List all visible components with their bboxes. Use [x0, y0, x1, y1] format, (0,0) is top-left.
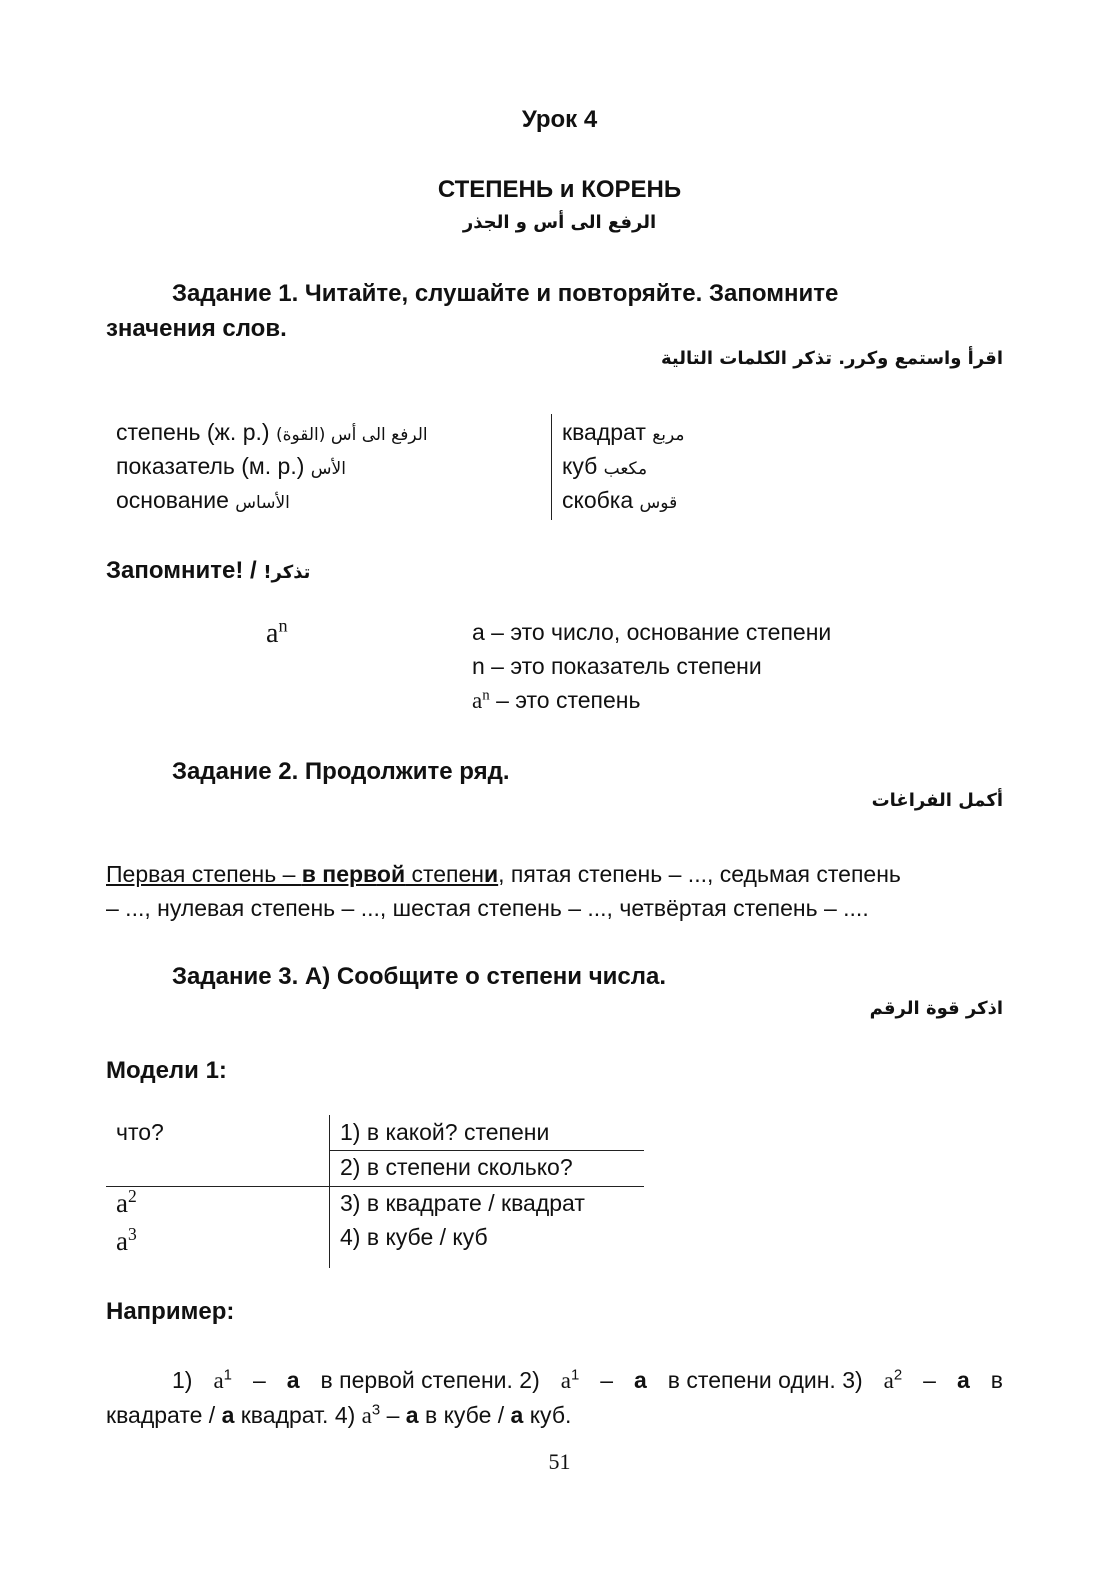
- remember-label: Запомните! / تذكر!: [106, 557, 311, 584]
- table-row-divider: [329, 1150, 644, 1151]
- vocab-item: куб مكعب: [562, 453, 648, 479]
- task3-label: Задание 3. А) Сообщите о степени числа.: [172, 963, 666, 990]
- vocab-divider: [551, 414, 552, 520]
- models-label: Модели 1:: [106, 1057, 227, 1084]
- task1-instruction-ar: اقرأ واستمع وكرر. تذكر الكلمات التالية: [660, 348, 1003, 369]
- table-right-cell: 4) в кубе / куб: [340, 1224, 488, 1250]
- example-segment: в степени один. 3): [661, 1367, 870, 1393]
- example-segment: a: [560, 1368, 571, 1393]
- task2-example-line: Первая степень – в первой степени, пятая степень – ..., седьмая степень: [106, 861, 901, 887]
- vocab-item: основание الأساس: [116, 487, 290, 513]
- remember-line: $a^n$ – это степень: [472, 687, 641, 713]
- example-segment: –: [593, 1367, 620, 1393]
- example-power: [362, 1402, 381, 1428]
- table-header-divider: [106, 1186, 644, 1187]
- example-power: [884, 1367, 903, 1394]
- example-exponent: 1: [570, 1366, 580, 1384]
- table-right-cell: 3) в квадрате / квадрат: [340, 1190, 585, 1216]
- example-exponent: 2: [893, 1366, 903, 1384]
- task1-label: Задание 1. Читайте, слушайте и повторяйте. Запомните: [172, 280, 839, 307]
- example-segment: куб.: [523, 1402, 572, 1428]
- example-exponent: 3: [371, 1401, 381, 1419]
- task1-label-cont: значения слов.: [106, 315, 287, 342]
- example-segment: –: [246, 1367, 273, 1393]
- example-label: Например:: [106, 1298, 235, 1325]
- example-segment: a: [221, 1402, 235, 1428]
- lesson-title: Урок 4: [521, 106, 598, 133]
- table-right-cell: 1) в какой? степени: [340, 1119, 550, 1145]
- vocab-item: показатель (м. р.) الأس: [116, 453, 346, 479]
- task3-instruction-ar: اذكر قوة الرقم: [869, 998, 1003, 1019]
- task2-line2: – ..., нулевая степень – ..., шестая степень – ..., четвёртая степень – ....: [106, 895, 869, 921]
- formula-power: $a^n$: [266, 615, 288, 649]
- page-number: 51: [548, 1449, 571, 1474]
- example-segment: в первой степени. 2): [314, 1367, 547, 1393]
- example-segment: –: [916, 1367, 943, 1393]
- example-exponent: 1: [223, 1366, 232, 1384]
- example-segment: квадрате /: [106, 1402, 222, 1428]
- example-segment: в кубе /: [418, 1402, 511, 1428]
- example-segment: 1): [172, 1367, 199, 1393]
- remember-line: n – это показатель степени: [472, 653, 762, 679]
- task2-example-underlined: Первая степень – в первой степени: [106, 861, 499, 887]
- vocab-item: квадрат مربع: [562, 419, 685, 445]
- example-segment: a: [405, 1402, 419, 1428]
- vocab-item: степень (ж. р.) الرفع الى أس (القوة): [116, 419, 428, 445]
- example-segment: a: [361, 1403, 372, 1428]
- example-segment: –: [380, 1402, 406, 1428]
- example-segment: в: [984, 1367, 1003, 1393]
- task2-instruction-ar: أكمل الفراغات: [871, 790, 1003, 811]
- example-segment: a: [510, 1402, 524, 1428]
- table-vertical-divider: [329, 1115, 330, 1268]
- example-segment: квадрат. 4): [234, 1402, 362, 1428]
- remember-line: a – это число, основание степени: [472, 619, 832, 645]
- example-line-2: [106, 1402, 571, 1429]
- vocab-item: скобка قوس: [562, 487, 678, 513]
- table-left-header: что?: [116, 1119, 164, 1145]
- task2-label: Задание 2. Продолжите ряд.: [172, 758, 510, 785]
- example-line-1: [172, 1367, 1003, 1394]
- table-left-cell: $a^3$: [116, 1224, 137, 1256]
- example-power: [561, 1367, 580, 1394]
- table-right-cell: 2) в степени сколько?: [340, 1154, 573, 1180]
- example-segment: a: [213, 1368, 224, 1393]
- example-segment: a: [634, 1367, 647, 1393]
- example-segment: a: [286, 1367, 300, 1393]
- example-power: [213, 1367, 232, 1394]
- table-left-cell: $a^2$: [116, 1186, 137, 1218]
- example-segment: a: [956, 1367, 970, 1393]
- example-segment: a: [883, 1368, 894, 1393]
- topic-title-ru: СТЕПЕНЬ и КОРЕНЬ: [437, 176, 682, 203]
- topic-title-ar: الرفع الى أس و الجذر: [462, 212, 657, 233]
